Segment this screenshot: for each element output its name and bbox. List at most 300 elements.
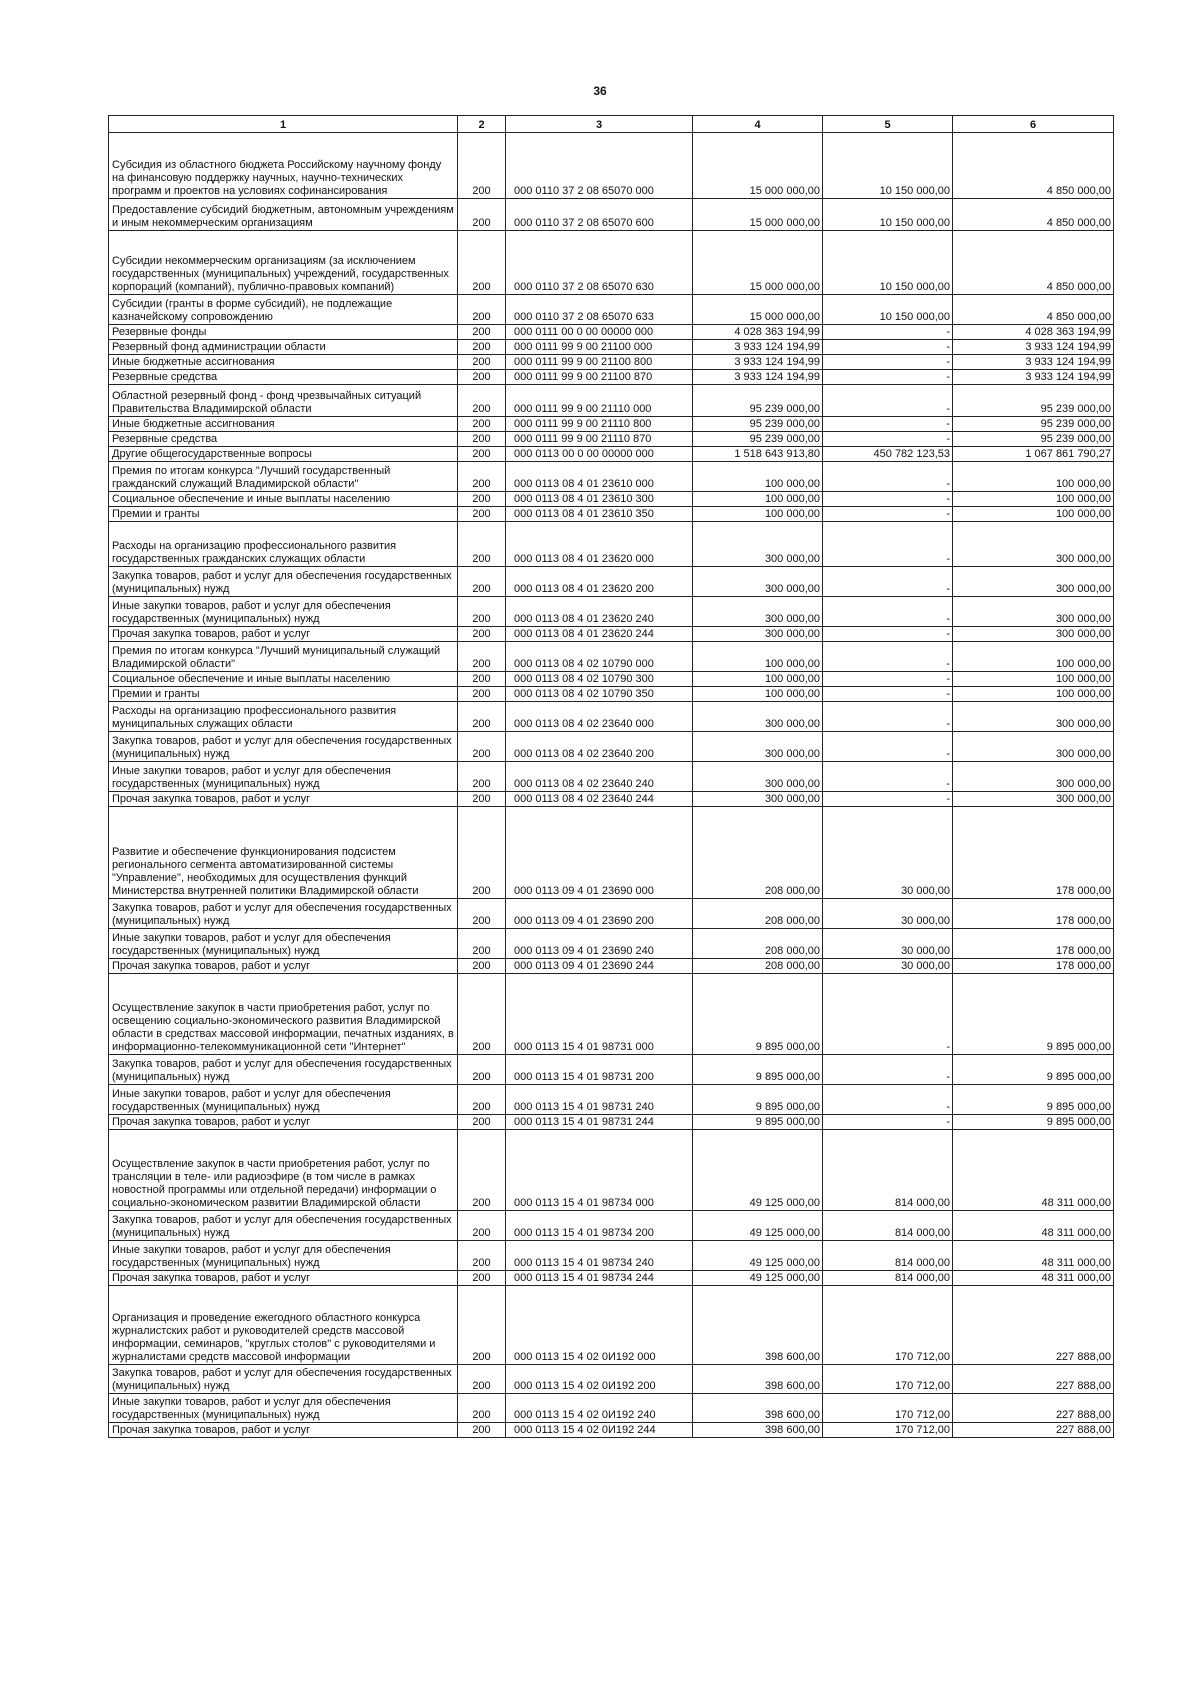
row-code: 200 [458,355,506,370]
row-name: Субсидии (гранты в форме субсидий), не подлежащие казначейскому сопровождению [109,295,458,325]
row-col6: 178 000,00 [953,807,1114,899]
row-name: Прочая закупка товаров, работ и услуг [109,1115,458,1130]
row-col5: - [823,762,953,792]
table-row [109,1055,1114,1085]
row-kcsr: 000 0113 09 4 01 23690 000 [506,807,693,899]
row-code: 200 [458,385,506,417]
row-col5: 30 000,00 [823,929,953,959]
row-col6: 100 000,00 [953,492,1114,507]
row-name: Прочая закупка товаров, работ и услуг [109,959,458,974]
row-col6: 100 000,00 [953,642,1114,672]
row-col5: - [823,732,953,762]
row-name: Социальное обеспечение и иные выплаты населению [109,492,458,507]
row-kcsr: 000 0110 37 2 08 65070 633 [506,295,693,325]
row-name: Премии и гранты [109,507,458,522]
row-col4: 208 000,00 [693,959,823,974]
row-code: 200 [458,522,506,567]
row-col4: 15 000 000,00 [693,199,823,231]
row-kcsr: 000 0113 08 4 02 10790 350 [506,687,693,702]
row-name: Резервный фонд администрации области [109,340,458,355]
row-col6: 300 000,00 [953,597,1114,627]
row-kcsr: 000 0113 08 4 01 23620 244 [506,627,693,642]
row-kcsr: 000 0111 99 9 00 21110 870 [506,432,693,447]
row-col6: 227 888,00 [953,1365,1114,1394]
row-col4: 398 600,00 [693,1394,823,1423]
row-code: 200 [458,1130,506,1211]
row-col5: 814 000,00 [823,1211,953,1241]
table-row [109,462,1114,492]
header-col-5: 5 [823,116,953,133]
row-kcsr: 000 0113 00 0 00 00000 000 [506,447,693,462]
row-col4: 208 000,00 [693,929,823,959]
row-code: 200 [458,642,506,672]
row-col6: 100 000,00 [953,672,1114,687]
row-col4: 1 518 643 913,80 [693,447,823,462]
table-row [109,1286,1114,1365]
row-code: 200 [458,792,506,807]
row-col6: 300 000,00 [953,627,1114,642]
row-code: 200 [458,492,506,507]
row-col4: 49 125 000,00 [693,1271,823,1286]
row-kcsr: 000 0110 37 2 08 65070 600 [506,199,693,231]
row-kcsr: 000 0113 15 4 02 0И192 244 [506,1423,693,1438]
row-col5: - [823,687,953,702]
row-col5: - [823,417,953,432]
row-kcsr: 000 0113 15 4 02 0И192 240 [506,1394,693,1423]
row-col4: 300 000,00 [693,627,823,642]
row-col6: 9 895 000,00 [953,974,1114,1055]
row-col6: 48 311 000,00 [953,1271,1114,1286]
row-col4: 49 125 000,00 [693,1241,823,1271]
row-col5: 814 000,00 [823,1130,953,1211]
row-col5: 10 150 000,00 [823,199,953,231]
row-kcsr: 000 0113 08 4 01 23620 000 [506,522,693,567]
budget-table [108,115,1114,1438]
row-col6: 300 000,00 [953,792,1114,807]
row-code: 200 [458,597,506,627]
row-col6: 48 311 000,00 [953,1130,1114,1211]
table-row [109,492,1114,507]
table-row [109,959,1114,974]
row-code: 200 [458,1211,506,1241]
row-name: Социальное обеспечение и иные выплаты населению [109,672,458,687]
row-kcsr: 000 0113 08 4 01 23610 300 [506,492,693,507]
row-col6: 3 933 124 194,99 [953,355,1114,370]
row-col4: 49 125 000,00 [693,1130,823,1211]
table-row [109,597,1114,627]
row-name: Закупка товаров, работ и услуг для обеспечения государственных (муниципальных) нужд [109,732,458,762]
row-col4: 100 000,00 [693,492,823,507]
row-name: Иные закупки товаров, работ и услуг для обеспечения государственных (муниципальных) нужд [109,1085,458,1115]
row-name: Областной резервный фонд - фонд чрезвычайных ситуаций Правительства Владимирской области [109,385,458,417]
row-col4: 100 000,00 [693,507,823,522]
row-col5: 814 000,00 [823,1241,953,1271]
row-name: Иные закупки товаров, работ и услуг для обеспечения государственных (муниципальных) нужд [109,1241,458,1271]
row-kcsr: 000 0110 37 2 08 65070 000 [506,133,693,199]
table-row [109,1423,1114,1438]
table-row [109,642,1114,672]
row-col6: 227 888,00 [953,1394,1114,1423]
row-code: 200 [458,687,506,702]
row-col4: 100 000,00 [693,687,823,702]
table-row [109,507,1114,522]
row-kcsr: 000 0111 99 9 00 21100 000 [506,340,693,355]
row-kcsr: 000 0113 08 4 02 23640 200 [506,732,693,762]
row-code: 200 [458,231,506,295]
row-code: 200 [458,567,506,597]
row-col6: 178 000,00 [953,899,1114,929]
row-col5: - [823,627,953,642]
row-col6: 227 888,00 [953,1423,1114,1438]
table-row [109,627,1114,642]
row-col4: 300 000,00 [693,702,823,732]
row-name: Расходы на организацию профессионального развития муниципальных служащих области [109,702,458,732]
row-name: Закупка товаров, работ и услуг для обеспечения государственных (муниципальных) нужд [109,1055,458,1085]
row-name: Премии и гранты [109,687,458,702]
row-col6: 4 850 000,00 [953,133,1114,199]
row-name: Другие общегосударственные вопросы [109,447,458,462]
row-col4: 9 895 000,00 [693,1115,823,1130]
row-kcsr: 000 0113 15 4 01 98734 000 [506,1130,693,1211]
row-col5: - [823,974,953,1055]
row-code: 200 [458,1365,506,1394]
row-col4: 300 000,00 [693,522,823,567]
row-col4: 208 000,00 [693,899,823,929]
row-name: Развитие и обеспечение функционирования подсистем регионального сегмента автоматизированной системы "Управление", необходимых для осуществления функций Министерства внутренней политики Владимирской области [109,807,458,899]
table-row [109,1115,1114,1130]
row-code: 200 [458,1271,506,1286]
row-col4: 300 000,00 [693,762,823,792]
table-row [109,762,1114,792]
row-name: Иные закупки товаров, работ и услуг для обеспечения государственных (муниципальных) нужд [109,762,458,792]
row-col5: - [823,370,953,385]
table-row [109,702,1114,732]
row-col4: 15 000 000,00 [693,295,823,325]
row-col6: 300 000,00 [953,732,1114,762]
row-col5: 170 712,00 [823,1394,953,1423]
row-col5: 30 000,00 [823,807,953,899]
row-col6: 178 000,00 [953,959,1114,974]
row-name: Закупка товаров, работ и услуг для обеспечения государственных (муниципальных) нужд [109,1211,458,1241]
row-col5: - [823,432,953,447]
table-row [109,447,1114,462]
row-col4: 398 600,00 [693,1423,823,1438]
row-col6: 300 000,00 [953,762,1114,792]
row-col5: - [823,492,953,507]
row-code: 200 [458,974,506,1055]
row-name: Осуществление закупок в части приобретения работ, услуг по трансляции в теле- или радиоэфире (в том числе в рамках новостной программы или отдельной передачи) информации о социально-экономическом развитии Владимирской области [109,1130,458,1211]
row-code: 200 [458,762,506,792]
row-kcsr: 000 0111 00 0 00 00000 000 [506,325,693,340]
table-row [109,1271,1114,1286]
header-col-1: 1 [109,116,458,133]
table-row [109,732,1114,762]
row-col6: 48 311 000,00 [953,1241,1114,1271]
row-code: 200 [458,370,506,385]
row-col5: 10 150 000,00 [823,133,953,199]
row-name: Резервные фонды [109,325,458,340]
row-col6: 4 028 363 194,99 [953,325,1114,340]
row-col4: 95 239 000,00 [693,417,823,432]
row-col6: 9 895 000,00 [953,1115,1114,1130]
row-col5: - [823,597,953,627]
row-col5: 10 150 000,00 [823,295,953,325]
header-col-4: 4 [693,116,823,133]
row-kcsr: 000 0113 15 4 01 98731 240 [506,1085,693,1115]
row-kcsr: 000 0113 08 4 02 23640 240 [506,762,693,792]
row-name: Субсидия из областного бюджета Российскому научному фонду на финансовую поддержку научных, научно-технических программ и проектов на условиях софинансирования [109,133,458,199]
row-kcsr: 000 0113 08 4 01 23620 240 [506,597,693,627]
row-code: 200 [458,807,506,899]
row-code: 200 [458,1423,506,1438]
row-code: 200 [458,340,506,355]
row-code: 200 [458,1115,506,1130]
table-row [109,1241,1114,1271]
row-col5: - [823,672,953,687]
row-col6: 95 239 000,00 [953,385,1114,417]
table-row [109,325,1114,340]
table-row [109,385,1114,417]
table-row [109,1365,1114,1394]
budget-table-container [108,115,1113,1438]
header-col-3: 3 [506,116,693,133]
row-code: 200 [458,462,506,492]
table-row [109,1394,1114,1423]
row-col4: 100 000,00 [693,462,823,492]
row-name: Иные закупки товаров, работ и услуг для обеспечения государственных (муниципальных) нужд [109,1394,458,1423]
table-row [109,807,1114,899]
row-code: 200 [458,929,506,959]
row-name: Организация и проведение ежегодного областного конкурса журналистских работ и руководителей средств массовой информации, семинаров, "круглых столов" с руководителями и журналистами средств массовой информации [109,1286,458,1365]
row-col4: 208 000,00 [693,807,823,899]
table-row [109,199,1114,231]
row-code: 200 [458,432,506,447]
row-kcsr: 000 0113 09 4 01 23690 200 [506,899,693,929]
row-col4: 100 000,00 [693,672,823,687]
row-col5: - [823,792,953,807]
row-col6: 9 895 000,00 [953,1085,1114,1115]
row-col6: 300 000,00 [953,522,1114,567]
row-kcsr: 000 0110 37 2 08 65070 630 [506,231,693,295]
row-col5: 170 712,00 [823,1365,953,1394]
row-col4: 398 600,00 [693,1286,823,1365]
table-row [109,522,1114,567]
header-col-6: 6 [953,116,1114,133]
row-kcsr: 000 0113 15 4 01 98731 000 [506,974,693,1055]
header-row [109,116,1114,133]
row-kcsr: 000 0113 15 4 01 98734 240 [506,1241,693,1271]
row-code: 200 [458,959,506,974]
row-name: Субсидии некоммерческим организациям (за исключением государственных (муниципальных) учреждений, государственных корпораций (компаний), публично-правовых компаний) [109,231,458,295]
row-col6: 100 000,00 [953,507,1114,522]
row-col6: 4 850 000,00 [953,199,1114,231]
row-name: Премия по итогам конкурса "Лучший государственный гражданский служащий Владимирской области" [109,462,458,492]
row-kcsr: 000 0113 15 4 02 0И192 200 [506,1365,693,1394]
row-code: 200 [458,199,506,231]
row-kcsr: 000 0113 08 4 02 10790 300 [506,672,693,687]
table-row [109,355,1114,370]
row-col5: 30 000,00 [823,959,953,974]
row-name: Иные закупки товаров, работ и услуг для обеспечения государственных (муниципальных) нужд [109,929,458,959]
row-col4: 15 000 000,00 [693,231,823,295]
table-row [109,792,1114,807]
row-col6: 4 850 000,00 [953,231,1114,295]
row-code: 200 [458,702,506,732]
row-name: Прочая закупка товаров, работ и услуг [109,1271,458,1286]
header-col-2: 2 [458,116,506,133]
row-col4: 3 933 124 194,99 [693,340,823,355]
row-code: 200 [458,325,506,340]
row-code: 200 [458,417,506,432]
row-col6: 300 000,00 [953,567,1114,597]
row-col5: - [823,355,953,370]
table-row [109,1085,1114,1115]
row-name: Осуществление закупок в части приобретения работ, услуг по освещению социально-экономического развития Владимирской области в средствах массовой информации, печатных изданиях, в информационно-телекоммуникационной сети "Интернет" [109,974,458,1055]
row-col5: 10 150 000,00 [823,231,953,295]
row-name: Иные бюджетные ассигнования [109,355,458,370]
row-kcsr: 000 0113 08 4 01 23620 200 [506,567,693,597]
row-col4: 3 933 124 194,99 [693,355,823,370]
row-col4: 49 125 000,00 [693,1211,823,1241]
table-row [109,567,1114,597]
row-name: Иные бюджетные ассигнования [109,417,458,432]
table-row [109,1130,1114,1211]
row-col5: - [823,1085,953,1115]
row-col6: 95 239 000,00 [953,432,1114,447]
row-name: Прочая закупка товаров, работ и услуг [109,1423,458,1438]
row-col4: 300 000,00 [693,567,823,597]
row-name: Закупка товаров, работ и услуг для обеспечения государственных (муниципальных) нужд [109,567,458,597]
row-kcsr: 000 0113 08 4 01 23610 000 [506,462,693,492]
row-code: 200 [458,627,506,642]
row-kcsr: 000 0111 99 9 00 21100 800 [506,355,693,370]
row-code: 200 [458,133,506,199]
row-code: 200 [458,672,506,687]
row-code: 200 [458,1085,506,1115]
row-col6: 4 850 000,00 [953,295,1114,325]
table-row [109,231,1114,295]
row-col6: 9 895 000,00 [953,1055,1114,1085]
row-col6: 178 000,00 [953,929,1114,959]
row-col6: 100 000,00 [953,687,1114,702]
table-row [109,133,1114,199]
page-number: 36 [593,84,607,98]
row-col5: - [823,522,953,567]
row-col4: 95 239 000,00 [693,432,823,447]
row-col5: 450 782 123,53 [823,447,953,462]
row-code: 200 [458,1055,506,1085]
row-col4: 300 000,00 [693,792,823,807]
row-code: 200 [458,1286,506,1365]
row-col4: 9 895 000,00 [693,1085,823,1115]
row-name: Закупка товаров, работ и услуг для обеспечения государственных (муниципальных) нужд [109,1365,458,1394]
row-col6: 3 933 124 194,99 [953,340,1114,355]
row-col4: 9 895 000,00 [693,1055,823,1085]
row-kcsr: 000 0113 09 4 01 23690 244 [506,959,693,974]
row-col4: 100 000,00 [693,642,823,672]
row-kcsr: 000 0113 15 4 01 98734 244 [506,1271,693,1286]
row-col5: - [823,507,953,522]
row-name: Резервные средства [109,370,458,385]
table-row [109,974,1114,1055]
row-col6: 227 888,00 [953,1286,1114,1365]
row-col4: 9 895 000,00 [693,974,823,1055]
row-name: Предоставление субсидий бюджетным, автономным учреждениям и иным некоммерческим организациям [109,199,458,231]
row-col5: 30 000,00 [823,899,953,929]
table-row [109,370,1114,385]
table-row [109,929,1114,959]
row-col5: 170 712,00 [823,1423,953,1438]
row-col6: 95 239 000,00 [953,417,1114,432]
row-col6: 1 067 861 790,27 [953,447,1114,462]
row-col5: 814 000,00 [823,1271,953,1286]
row-kcsr: 000 0113 09 4 01 23690 240 [506,929,693,959]
table-row [109,672,1114,687]
row-code: 200 [458,507,506,522]
row-col5: - [823,325,953,340]
row-code: 200 [458,1241,506,1271]
row-code: 200 [458,1394,506,1423]
row-name: Закупка товаров, работ и услуг для обеспечения государственных (муниципальных) нужд [109,899,458,929]
row-col4: 95 239 000,00 [693,385,823,417]
row-kcsr: 000 0111 99 9 00 21110 000 [506,385,693,417]
table-row [109,899,1114,929]
row-col5: - [823,1055,953,1085]
row-col5: - [823,567,953,597]
row-col4: 398 600,00 [693,1365,823,1394]
row-col6: 3 933 124 194,99 [953,370,1114,385]
row-kcsr: 000 0111 99 9 00 21100 870 [506,370,693,385]
row-kcsr: 000 0113 08 4 02 10790 000 [506,642,693,672]
row-col6: 300 000,00 [953,702,1114,732]
row-kcsr: 000 0113 08 4 02 23640 244 [506,792,693,807]
row-kcsr: 000 0113 15 4 01 98731 200 [506,1055,693,1085]
row-col6: 48 311 000,00 [953,1211,1114,1241]
row-code: 200 [458,295,506,325]
row-col4: 300 000,00 [693,597,823,627]
row-name: Расходы на организацию профессионального развития государственных гражданских служащих области [109,522,458,567]
row-col5: 170 712,00 [823,1286,953,1365]
row-code: 200 [458,899,506,929]
row-name: Резервные средства [109,432,458,447]
table-row [109,340,1114,355]
row-col4: 300 000,00 [693,732,823,762]
row-col5: - [823,462,953,492]
row-col5: - [823,702,953,732]
row-col5: - [823,642,953,672]
row-col6: 100 000,00 [953,462,1114,492]
row-col4: 4 028 363 194,99 [693,325,823,340]
table-row [109,432,1114,447]
table-row [109,1211,1114,1241]
row-name: Премия по итогам конкурса "Лучший муниципальный служащий Владимирской области" [109,642,458,672]
table-row [109,417,1114,432]
table-row [109,295,1114,325]
row-kcsr: 000 0113 15 4 02 0И192 000 [506,1286,693,1365]
row-col5: - [823,385,953,417]
row-col4: 15 000 000,00 [693,133,823,199]
row-code: 200 [458,732,506,762]
row-name: Иные закупки товаров, работ и услуг для обеспечения государственных (муниципальных) нужд [109,597,458,627]
row-kcsr: 000 0113 08 4 01 23610 350 [506,507,693,522]
row-kcsr: 000 0111 99 9 00 21110 800 [506,417,693,432]
row-col4: 3 933 124 194,99 [693,370,823,385]
row-name: Прочая закупка товаров, работ и услуг [109,627,458,642]
row-col5: - [823,340,953,355]
row-col5: - [823,1115,953,1130]
row-name: Прочая закупка товаров, работ и услуг [109,792,458,807]
row-kcsr: 000 0113 15 4 01 98734 200 [506,1211,693,1241]
